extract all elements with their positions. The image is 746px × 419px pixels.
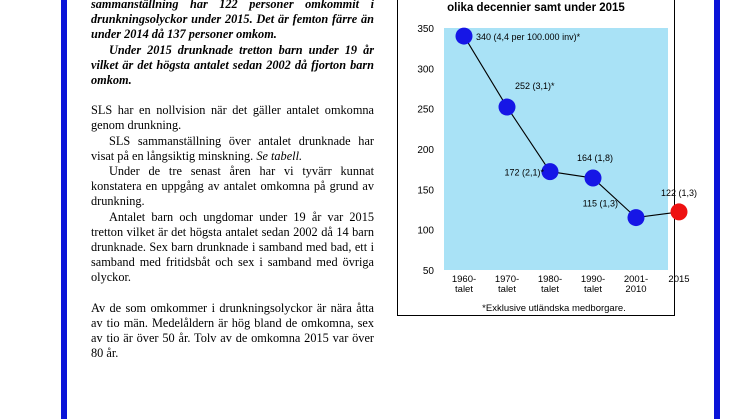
x-tick-label: 1960- [451, 274, 477, 285]
page-frame-right [714, 0, 720, 419]
data-label: 122 (1,3) [660, 187, 698, 198]
article-column [91, 0, 374, 361]
x-tick-label: talet [584, 284, 602, 295]
data-point [499, 99, 516, 116]
data-point [585, 170, 602, 187]
page-frame-left [61, 0, 67, 419]
table-reference: Se tabell. [256, 148, 303, 163]
x-tick-label: talet [498, 284, 516, 295]
chart-canvas [398, 0, 698, 315]
data-point [628, 209, 645, 226]
lede-paragraph-1: sammanställning har 122 personer omkommit i drunkningsolyckor under 2015. Det är femton färre än under 2014 då 137 personer omkom. [91, 0, 374, 42]
x-tick-label: 1990- [580, 274, 606, 285]
body-paragraph-4: Antalet barn och ungdomar under 19 år var 2015 tretton vilket är det högsta antalet sedan 2002 då 14 barn drunknade. Sex barn drunknade i samband med bad, ett i samband med fritidsbåt och sex i samband med övriga olyckor. [91, 209, 374, 285]
drowning-chart [397, 0, 698, 316]
data-point [456, 28, 473, 45]
x-tick-label: 2001- [623, 274, 649, 285]
x-tick-label: 1980- [537, 274, 563, 285]
y-tick-label: 200 [417, 145, 434, 156]
y-tick-label: 100 [417, 225, 434, 237]
body-paragraph-2 [91, 134, 374, 164]
chart-title: olika decennier samt under 2015 [447, 2, 625, 14]
data-label: 340 (4,4 per 100.000 inv)* [476, 32, 581, 43]
y-tick-label: 300 [417, 64, 434, 76]
body-paragraph-2-text: SLS sammanställning över antalet drunknade har visat på en långsiktig minskning. [91, 133, 374, 163]
data-label: 115 (1,3) [582, 198, 618, 209]
y-tick-label: 350 [417, 24, 434, 35]
lede-paragraph-2: Under 2015 drunknade tretton barn under 19 år vilket är det högsta antalet sedan 2002 då fjorton barn omkom. [91, 42, 374, 88]
x-tick-label: talet [541, 284, 559, 295]
article-lede [91, 0, 374, 88]
body-paragraph-3: Under de tre senast åren har vi tyvärr kunnat konstatera en uppgång av antalet omkomna på grund av drunkning. [91, 164, 374, 209]
y-tick-label: 50 [422, 266, 434, 277]
chart-footnote: *Exklusive utländska medborgare. [482, 303, 626, 314]
plot-area [444, 28, 668, 270]
x-tick-label: 2015 [668, 274, 690, 285]
x-tick-label: 2010 [625, 284, 647, 295]
data-label: 252 (3,1)* [515, 81, 555, 92]
x-tick-label: talet [455, 284, 473, 295]
y-tick-label: 250 [417, 104, 434, 116]
data-label: 164 (1,8) [577, 153, 614, 164]
body-paragraph-5: Av de som omkommer i drunkningsolyckor är nära åtta av tio män. Medelåldern är hög bland de omkomna, sex av tio är över 50 år. Tolv av de omkomna 2015 var över 80 år. [91, 300, 374, 361]
data-point [542, 163, 559, 180]
data-point [671, 203, 688, 220]
y-tick-label: 150 [417, 185, 434, 197]
data-label: 172 (2,1)* [504, 167, 544, 178]
x-tick-label: 1970- [494, 274, 520, 285]
body-paragraph-1: SLS har en nollvision när det gäller antalet omkomna genom drunkning. [91, 103, 374, 133]
